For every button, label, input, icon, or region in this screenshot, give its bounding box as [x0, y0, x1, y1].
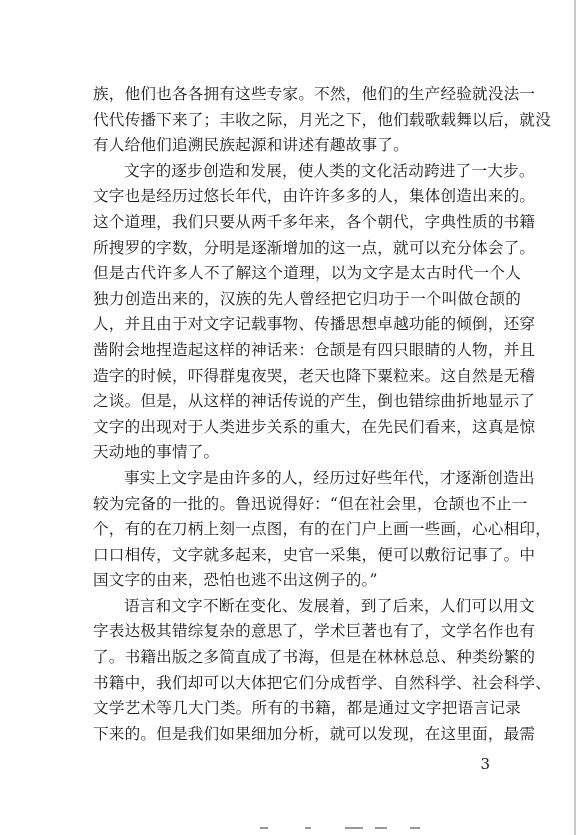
text-line: 文学艺术等几大门类。所有的书籍，都是通过文字把语言记录: [93, 699, 521, 718]
page-number: 3: [480, 755, 490, 773]
text-line: 造字的时候，吓得群鬼夜哭，老天也降下粟粒来。这自然是无稽: [93, 366, 536, 385]
text-line: 字表达极其错综复杂的意思了，学术巨著也有了，文学名作也有: [93, 622, 536, 641]
body-text: [93, 82, 552, 747]
text-line: 族，他们也各各拥有这些专家。不然，他们的生产经验就没法一: [93, 85, 536, 103]
text-line: 语言和文字不断在变化、发展着，到了后来，人们可以用文: [124, 596, 535, 615]
scan-edge-line: [574, 0, 576, 835]
text-line: 文字的逐步创造和发展，使人类的文化活动跨进了一大步。: [124, 161, 535, 180]
text-line: 独力创造出来的，汉族的先人曾经把它归功于一个叫做仓颉的: [93, 289, 521, 308]
text-line: 事实上文字是由许多的人，经历过好些年代，才逐渐创造出: [124, 468, 535, 487]
text-line: 有人给他们追溯民族起源和讲述有趣故事了。: [93, 136, 409, 155]
text-line: 天动地的事情了。: [93, 443, 220, 462]
text-line: 所搜罗的字数，分明是逐渐增加的这一点，就可以充分体会了。: [93, 238, 536, 257]
text-line: 口口相传，文字就多起来，史官一采集，便可以敷衍记事了。中: [93, 545, 536, 564]
text-line: 书籍中，我们却可以大体把它们分成哲学、自然科学、社会科学、: [93, 673, 552, 692]
text-line: 国文字的由来，恐怕也逃不出这例子的。”: [93, 571, 378, 590]
text-line: 但是古代许多人不了解这个道理，以为文字是太古时代一个人: [93, 264, 521, 283]
text-line: 个，有的在刀柄上刻一点图，有的在门户上画一些画，心心相印，: [93, 520, 552, 539]
text-line: 凿附会地捏造起这样的神话来：仓颉是有四只眼睛的人物，并且: [93, 340, 536, 359]
text-line: 人，并且由于对文字记载事物、传播思想卓越功能的倾倒，还穿: [93, 315, 536, 334]
text-line: 之谈。但是，从这样的神话传说的产生，倒也错综曲折地显示了: [93, 392, 536, 411]
text-line: 文字的出现对于人类进步关系的重大，在先民们看来，这真是惊: [93, 417, 536, 436]
text-line: 文字也是经历过悠长年代，由许许多多的人，集体创造出来的。: [93, 187, 536, 206]
text-line: 下来的。但是我们如果细加分析，就可以发现，在这里面，最需: [93, 724, 536, 743]
text-line: 了。书籍出版之多简直成了书海，但是在林林总总、种类纷繁的: [93, 648, 536, 667]
scan-artifacts: [250, 827, 450, 830]
text-line: 较为完备的一批的。鲁迅说得好：“但在社会里，仓颉也不止一: [93, 494, 528, 513]
text-line: 这个道理，我们只要从两千多年来，各个朝代，字典性质的书籍: [93, 212, 536, 231]
text-line: 代代传播下来了；丰收之际，月光之下，他们载歌载舞以后，就没: [93, 110, 552, 129]
